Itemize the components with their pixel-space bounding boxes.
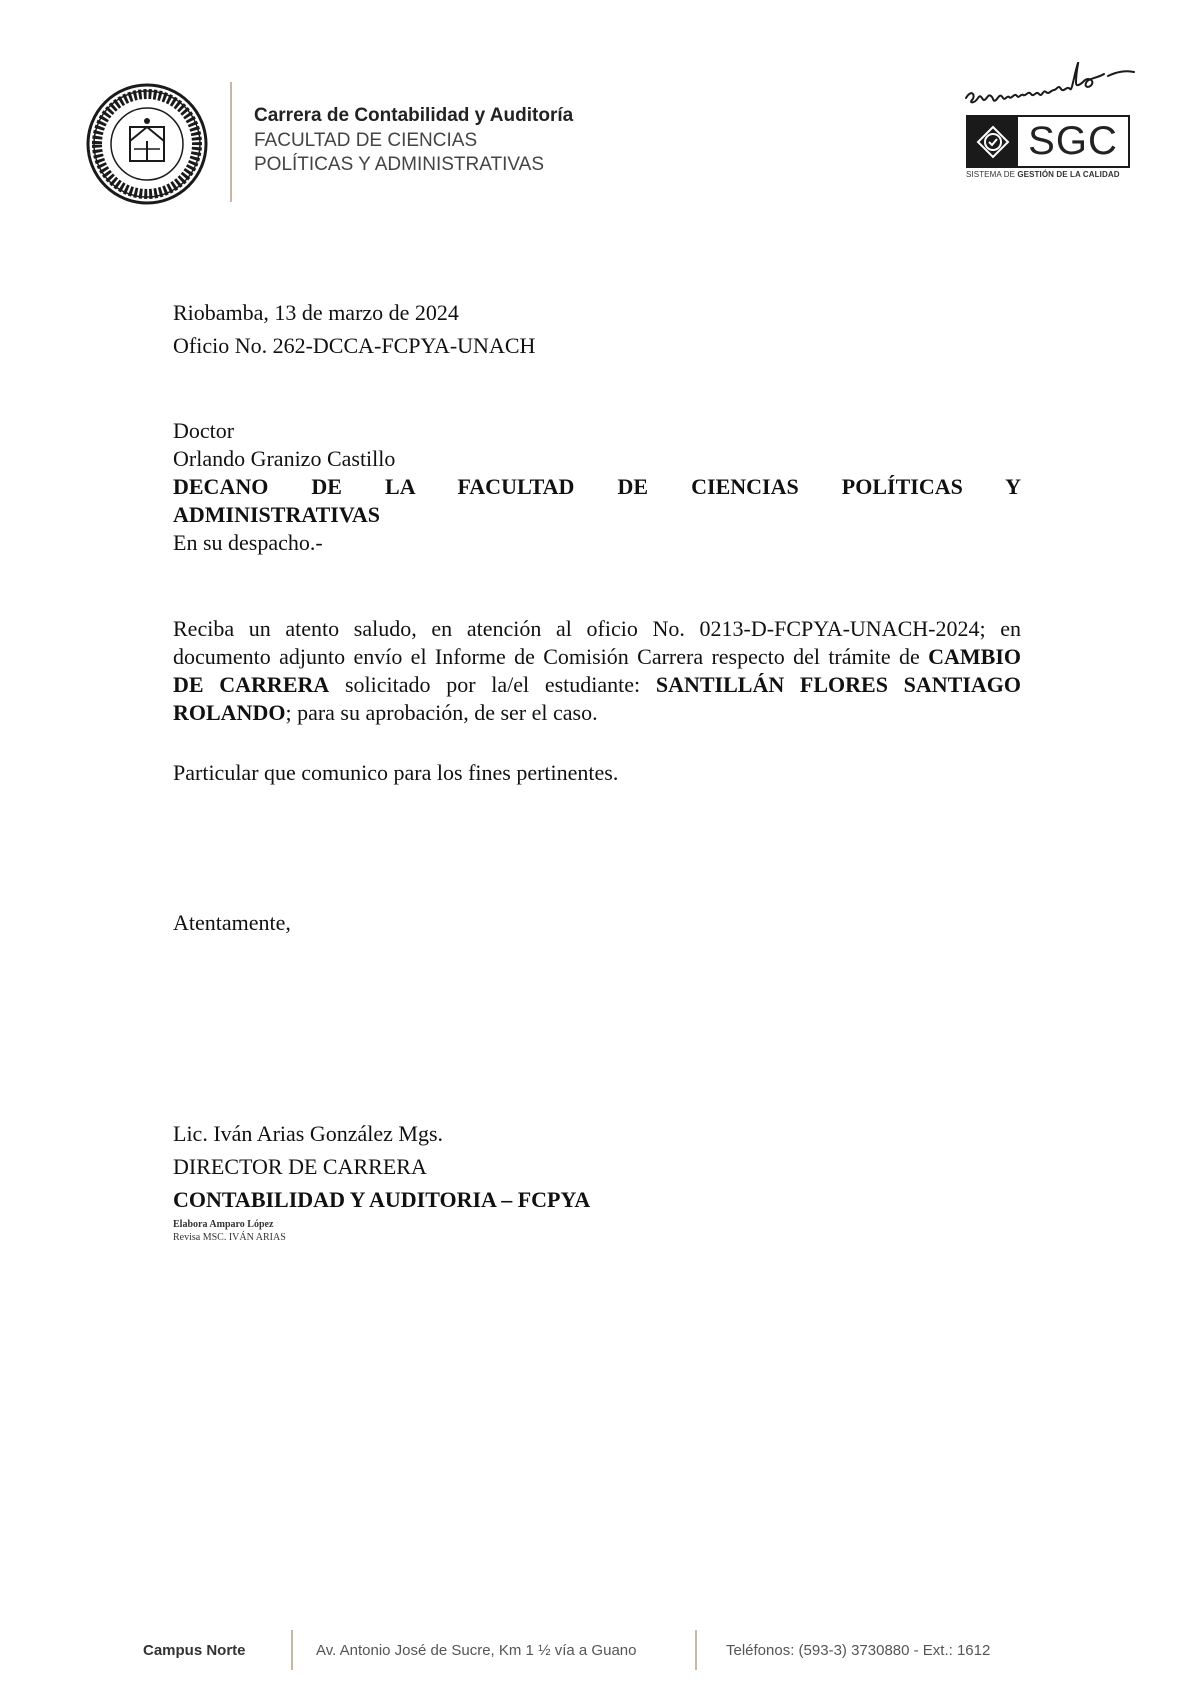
faculty-name-line1: FACULTAD DE CIENCIAS <box>254 130 478 151</box>
closing-note: Particular que comunico para los fines pertinentes. <box>173 760 619 785</box>
request-type: CAMBIO DE CARRERA <box>173 644 1021 697</box>
career-name: Carrera de Contabilidad y Auditoría <box>254 105 574 126</box>
signer-name: Lic. Iván Arias González Mgs. <box>173 1121 444 1146</box>
valediction: Atentamente, <box>173 910 291 935</box>
signer-position-line1: DIRECTOR DE CARRERA <box>173 1154 427 1179</box>
footer-divider <box>695 1630 697 1670</box>
footer-campus: Campus Norte <box>143 1642 246 1659</box>
prepared-by: Elabora Amparo López <box>173 1219 274 1230</box>
sgc-caption: SISTEMA DE GESTIÓN DE LA CALIDAD <box>966 170 1120 179</box>
reviewed-by: Revisa MSC. IVÁN ARIAS <box>173 1232 286 1243</box>
recipient-name: Orlando Granizo Castillo <box>173 446 396 471</box>
motto-script-logo <box>962 62 1138 110</box>
letter-body: Reciba un atento saludo, en atención al oficio No. 0213-D-FCPYA-UNACH-2024; en documento adjunto envío el Informe de Comisión Carrera respecto del trámite de CAMBIO DE CARRERA solicitado por la/el estudiante: SANTILLÁN FLORES SANTIAGO ROLANDO; para su aprobación, de ser el caso. <box>173 616 1022 725</box>
recipient-title: Doctor <box>173 418 235 443</box>
university-seal-logo <box>86 83 208 205</box>
recipient-location: En su despacho.- <box>173 530 323 555</box>
sgc-label: SGC <box>1028 119 1118 163</box>
sgc-logo <box>966 115 1130 168</box>
document-reference: Oficio No. 262-DCCA-FCPYA-UNACH <box>173 333 536 358</box>
footer-address: Av. Antonio José de Sucre, Km 1 ½ vía a Guano <box>316 1642 637 1659</box>
reference-initials <box>173 1218 286 1244</box>
header-divider <box>230 82 232 202</box>
student-name: SANTILLÁN FLORES SANTIAGO ROLANDO <box>173 672 1022 725</box>
place-date: Riobamba, 13 de marzo de 2024 <box>173 300 459 325</box>
quality-check-icon <box>968 117 1018 166</box>
faculty-name-line2: POLÍTICAS Y ADMINISTRATIVAS <box>254 154 545 175</box>
footer-phones: Teléfonos: (593-3) 3730880 - Ext.: 1612 <box>726 1642 991 1659</box>
recipient-position-line1: DECANO DE LA FACULTAD DE CIENCIAS POLÍTICAS Y <box>173 474 1021 499</box>
recipient-position-line2: ADMINISTRATIVAS <box>173 502 381 527</box>
footer-divider <box>291 1630 293 1670</box>
signer-position-line2: CONTABILIDAD Y AUDITORIA – FCPYA <box>173 1187 591 1212</box>
